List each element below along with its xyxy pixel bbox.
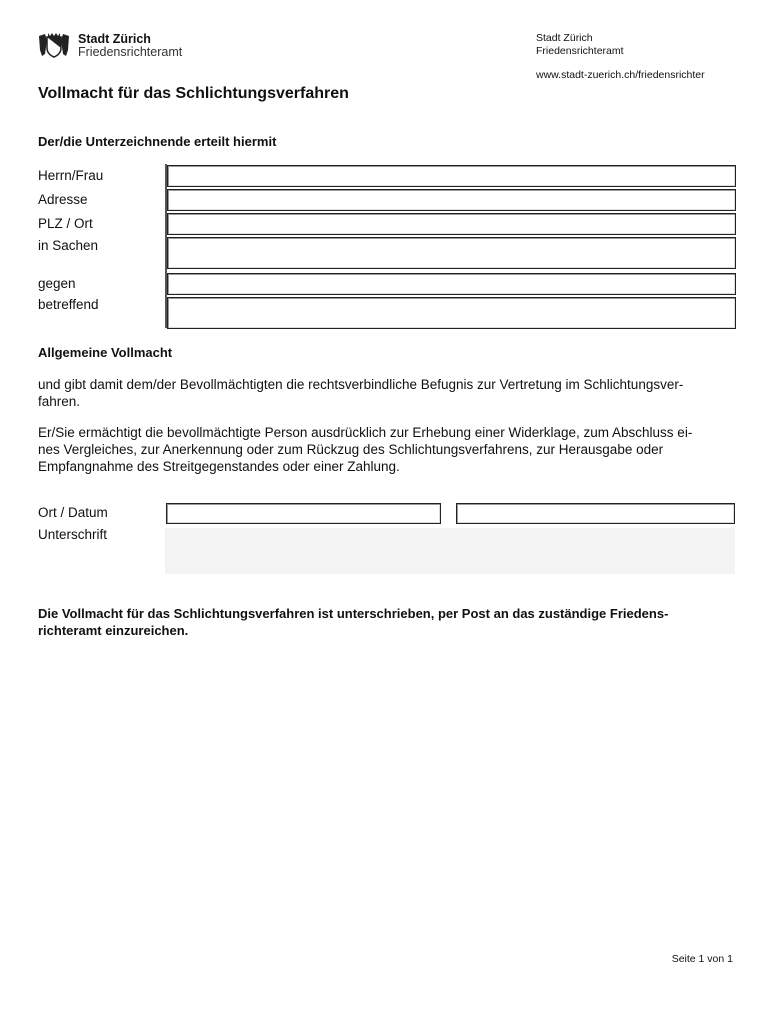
label-in-sachen: in Sachen — [38, 238, 99, 253]
notice-line-2: richteramt einzureichen. — [38, 623, 189, 638]
label-adresse: Adresse — [38, 192, 88, 207]
powers-paragraph — [38, 424, 738, 475]
header-website-link[interactable]: www.stadt-zuerich.ch/friedensrichter — [536, 69, 705, 81]
logo-city-name: Stadt Zürich — [78, 32, 151, 46]
signature-area[interactable] — [165, 528, 735, 574]
adresse-input[interactable] — [167, 189, 736, 211]
ort-input[interactable] — [166, 503, 441, 524]
label-unterschrift: Unterschrift — [38, 527, 108, 542]
page-number: Seite 1 von 1 — [671, 953, 733, 965]
datum-input[interactable] — [456, 503, 735, 524]
zurich-coat-of-arms-logo — [36, 32, 72, 58]
submission-notice — [38, 605, 738, 639]
label-herrn-frau: Herrn/Frau — [38, 168, 104, 183]
powers-line-3: Empfangnahme des Streitgegenstandes oder einer Zahlung. — [38, 459, 400, 474]
label-gegen: gegen — [38, 276, 76, 291]
header-department: Friedensrichteramt — [536, 45, 624, 57]
betreffend-input[interactable] — [167, 297, 736, 329]
authority-line-1: und gibt damit dem/der Bevollmächtigten die rechtsverbindliche Befugnis zur Vertretung im Schlichtungsver- — [38, 377, 684, 392]
powers-line-2: nes Vergleiches, zur Anerkennung oder zum Rückzug des Schlichtungsverfahrens, zur Herausgabe oder — [38, 442, 664, 457]
header-city: Stadt Zürich — [536, 32, 593, 44]
notice-line-1: Die Vollmacht für das Schlichtungsverfahren ist unterschrieben, per Post an das zuständige Friedens- — [38, 606, 669, 621]
herrn-frau-input[interactable] — [167, 165, 736, 187]
logo-department-name: Friedensrichteramt — [78, 45, 183, 59]
section-heading-principal: Der/die Unterzeichnende erteilt hiermit — [38, 134, 277, 149]
label-ort-datum: Ort / Datum — [38, 505, 108, 520]
page-title: Vollmacht für das Schlichtungsverfahren — [38, 85, 349, 102]
plz-ort-input[interactable] — [167, 213, 736, 235]
authority-line-2: fahren. — [38, 394, 81, 409]
section-heading-general-power: Allgemeine Vollmacht — [38, 345, 173, 360]
label-plz-ort: PLZ / Ort — [38, 216, 93, 231]
in-sachen-input[interactable] — [167, 237, 736, 269]
label-betreffend: betreffend — [38, 297, 99, 312]
powers-line-1: Er/Sie ermächtigt die bevollmächtigte Person ausdrücklich zur Erhebung einer Widerklage, zum Abschluss ei- — [38, 425, 693, 440]
gegen-input[interactable] — [167, 273, 736, 295]
authority-paragraph — [38, 376, 738, 410]
